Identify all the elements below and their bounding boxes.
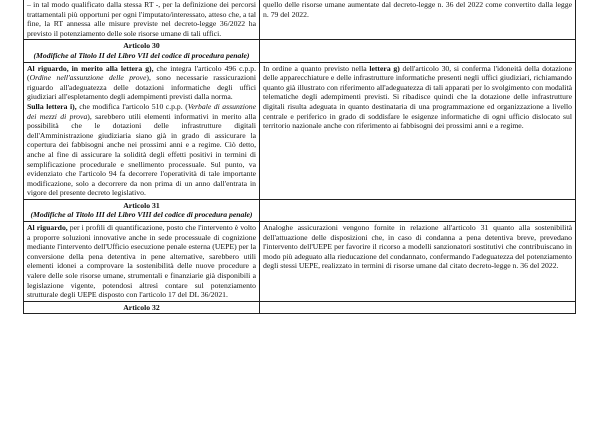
article-32-heading (24, 301, 260, 314)
article-31-left-cell: Al riguardo, per i profili di quantificazione, posto che l'intervento è volto a proporre soluzioni innovative anche in sede processuale di cognizione mediante l'intervento dell'Ufficio esecuzione penale esterna (UEPE) per la conversione della pena detentiva in pene alternative, sarebbero utili elementi idonei a comprovare la sostenibilità delle nuove procedure a valere delle sole risorse umane, strumentali e finanziarie già disponibili a legislazione vigente, potendosi altresì contare sul potenziamento strutturale degli UEPE disposto con l'articolo 17 del DL 36/2021. (24, 222, 260, 302)
table-row (24, 199, 576, 221)
article-31-right-cell: Analoghe assicurazioni vengono fornite in relazione all'articolo 31 quanto alla sostenibilità dell'attuazione delle disposizioni che, in caso di condanna a pena detentiva breve, prevedano l'intervento dell'UEPE per favorire il ricorso a modelli sanzionatori sostitutivi che contribuiscano in modo più adeguato alla rieducazione del condannato, confermando l'adeguatezza del potenziamento degli stessi UEPE, realizzato in termini di risorse umane dal citato decreto-legge n. 36 del 2022. (260, 222, 576, 302)
intro-right-text: quello delle risorse umane aumentate dal decreto-legge n. 36 del 2022 come convertito dalla legge n. 79 del 2022. (263, 0, 572, 19)
article-31-heading-empty (260, 199, 576, 221)
intro-left-cell (24, 0, 260, 40)
article-30-subtitle: (Modifiche al Titolo II del Libro VII del codice di procedura penale) (33, 50, 250, 60)
article-30-para-i: Sulla lettera i), che modifica l'articolo 510 c.p.p. (Verbale di assunzione dei mezzi di prova), sarebbero utili elementi informativi in merito alla possibilità che le dotazioni delle infrastrutture digitali dell'Amministrazione giudiziaria siano già in grado di assicurare la copertura dei fabbisogni anche nei prossimi anni e a regime. Ciò detto, anche al fine di assicurare la solidità degli effetti positivi in termini di semplificazione procedurale e snellimento processuale. Sul punto, va evidenziato che l'articolo 94 fa decorrere l'operatività di tale importante modificazione, solo a decorrere da non prima di un anno dall'entrata in vigore del presente decreto legislativo. (27, 101, 257, 198)
table-row (24, 40, 576, 62)
table-row (24, 0, 576, 40)
article-30-heading-empty (260, 40, 576, 62)
article-30-heading (24, 40, 260, 62)
table-row (24, 62, 576, 199)
article-32-heading-empty (260, 301, 576, 314)
article-32-title: Articolo 32 (123, 302, 160, 312)
article-31-title: Articolo 31 (123, 200, 160, 210)
article-30-right-cell: In ordine a quanto previsto nella lettera g) dell'articolo 30, si conferma l'idoneità della dotazione delle apparecchiature e delle infrastrutture informatiche presenti negli uffici giudiziari, richiamando quanto già illustrato con riferimento all'adeguatezza di tali apparati per lo svolgimento con modalità telematiche degli adempimenti previsti. Si ribadisce quindi che la dotazione delle infrastrutture digitali risulta adeguata in quanto destinataria di una programmazione ed organizzazione a livello centrale e periferico in grado di soddisfare le esigenze informatiche di ogni ufficio dislocato sul territorio nazionale anche con riferimento ai fabbisogni dei prossimi anni e a regime. (260, 62, 576, 199)
table-row (24, 301, 576, 314)
article-30-para-g: Al riguardo, in merito alla lettera g), che integra l'articolo 496 c.p.p. (Ordine nell'assunzione delle prove), sono necessarie rassicurazioni riguardo all'adeguatezza delle dotazioni informatiche degli uffici giudiziari all'espletamento degli adempimenti previsti dalla norma. (27, 63, 256, 102)
article-31-heading (24, 199, 260, 221)
table-row (24, 222, 576, 302)
intro-right-cell (260, 0, 576, 40)
article-31-subtitle: (Modifiche al Titolo III del Libro VIII del codice di procedura penale) (30, 210, 253, 220)
article-30-left-cell (24, 62, 260, 199)
article-30-title: Articolo 30 (123, 41, 160, 51)
intro-left-text: – in tal modo qualificato dalla stessa RT -, per la definizione dei percorsi trattamentali più opportuni per ogni l'imputato/interessato, atteso che, a tal fine, la RT annessa alle misure previste nel decreto-legge 36/2022 ha previsto il potenziamento delle sole risorse umane di tali uffici. (27, 0, 256, 38)
comparison-table (23, 0, 576, 314)
